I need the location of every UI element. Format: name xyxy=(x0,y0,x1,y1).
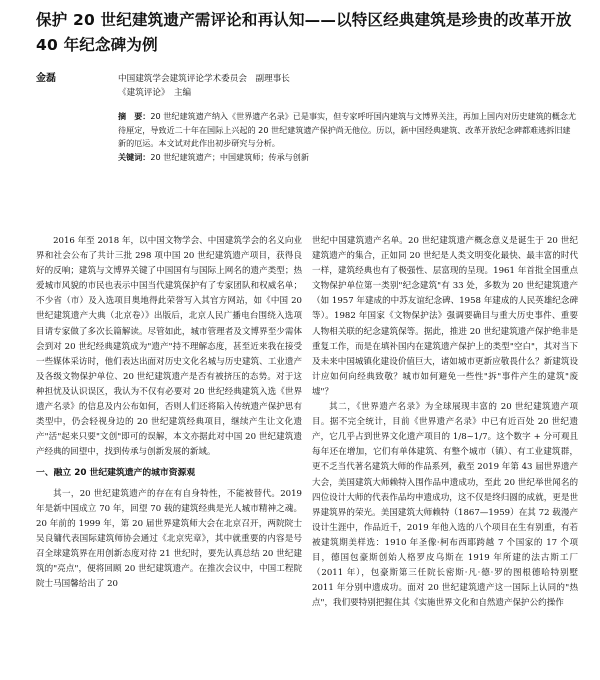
body-paragraph: 其一，20 世纪建筑遗产的存在有自身特性，不能被替代。2019 年是新中国成立 70 年，回望 70 载的建筑经典是光人城市精神之魂。20 年前的 1999 年，第 20 届世界建筑师大会在北京召开，两院院士吴良镛代表国际建筑师协会通过《北京宪章》，其中就重要的内容是号召全球建筑界在用创新态度对待 21 世纪时，要先认真总结 20 世纪建筑的"亮点"，便将回顾 20 世纪建筑遗产。在推次会议中，中国工程院院士马国馨给出了 20 xyxy=(36,488,302,590)
keywords-text: 20 世纪建筑遗产；中国建筑师；传承与创新 xyxy=(150,151,309,162)
abstract-summary xyxy=(118,110,578,151)
affiliation-line-1: 中国建筑学会建筑评论学术委员会 副理事长 xyxy=(118,74,290,84)
abstract-label: 摘 要： xyxy=(118,111,151,121)
body-column-right xyxy=(312,234,578,678)
body-column-left xyxy=(36,234,302,678)
body-paragraph: 2016 年至 2018 年，以中国文物学会、中国建筑学会的名义向业界和社会公布了共计三批 298 项中国 20 世纪建筑遗产项目，获得良好的反响；建筑与文博界关键了中国国有与国际上网名的遗产类型；热爱城市风貌的市民也表示中国当代建筑保护有了专家团队和权威名单；不少省（市）及入选项目奥地得此荣誉写入其官方网站，如《中国 20 世纪建筑遗产大典（北京卷）》出版后，北京人民广播电台围绕入选项目请专家做了多次长篇解读。尽管如此，城市管理者及文博界至少需体会到对 20 世纪经典建筑成为"遗产"持不理解态度，甚至近来我在接受一些媒体采访时，他们表达出面对历史文化名城与历史建筑、工业遗产及各级文物保护单位、20 世纪建筑遗产是否有被挤压的态势。对于这种担忧及认识误区，我认为不仅有必要对 20 世纪经典建筑入选《世界遗产名录》的信息及内公布如何，否则人们还将陷入传统遗产保护思有类型中，仍会轻视身边的 20 世纪建筑经典项目，继续产生让文化遗产"活"起来只要"文创"即可的误解，本文亦据此对中国 20 世纪建筑遗产经典的回望中，找到传承与创新发展的新域。 xyxy=(36,236,302,458)
keywords-label: 关键词： xyxy=(118,151,151,162)
section-heading: 一、融立 20 世纪建筑遗产的城市资源观 xyxy=(36,468,196,479)
abstract-keywords xyxy=(118,151,578,165)
body-paragraph: 其二，《世界遗产名录》为全球展现丰富的 20 世纪建筑遗产项目。据不完全统计，目前《世界遗产名录》中已有近百处 20 世纪遗产，它几乎占到世界文化遗产项目的 1/8~1/7。这个数字 + 分可观且每年还在增加，它们有单体建筑、有整个城市（镇）、有工业建筑群，更不乏当代著名建筑大师的作品系列，截至 2019 年第 43 届世界遗产大会，美国建筑大师赖特入围作品申遗成功，至此 20 世纪举世闻名的四位设计大师的代表作品均申遗成功，这不仅是终归圆的成就，更是世界建筑界的荣光。美国建筑大师赖特（1867—1959）在其 72 载漫产设计生涯中，作品近千，2019 年他入选的八个项目在生有别重，有若被建筑期美样选：1910 年圣像·柯布西耶跨越 7 个国家的 17 个项目，德国包豪斯创始人格罗皮乌斯在 1919 年所建的法古斯工厂（2011 年），包豪斯第三任院长密斯·凡·德·罗的图根德哈特别墅 2011 年分别申遗成功。面对 20 世纪建筑遗产这一国际上认同的"热点"，我们要特别把握住其《实施世界文化和自然遗产保护公约操作 xyxy=(312,402,578,609)
body-paragraph: 世纪中国建筑遗产名单。20 世纪建筑遗产概念意义是诞生于 20 世纪建筑遗产的集合，正如同 20 世纪是人类文明变化最快、最丰富的时代一样，建筑经典也有了极强性、层富现的呈现。1961 年首批全国重点文物保护单位第一类别"纪念建筑"有 33 处，多数为 20 世纪建筑遗产（如 1957 年建成的中苏友谊纪念碑、1958 年建成的人民英雄纪念碑等）。1982 年国家《文物保护法》强调要确目与重大历史事件、重要人物相关联的纪念建筑保等。据此，推进 20 世纪建筑遗产保护绝非是重复工作，而是在填补国内在建筑遗产保护上的类型"空白"，其对当下及未来中国城镇化建设价值巨大，诸如城市更新应敬畏什么？新建筑设计应如何向经典致敬？城市如何避免一些性"拆"事件产生的建筑"废墟"？ xyxy=(312,236,578,397)
abstract-text: 20 世纪建筑遗产纳入《世界遗产名录》已是事实，但专家呼吁国内建筑与文博界关注，再加上国内对历史建筑的概念尤待厘定，导致近二十年在国际上兴起的 20 世纪建筑遗产保护尚无他位。历以，新中国经典建筑、改革开放纪念碑都难逃拆旧建新的厄运。本文试对此作出初步研究与分析。 xyxy=(118,111,577,148)
article-title: 保护 20 世纪建筑遗产需评论和再认知——以特区经典建筑是珍贵的改革开放 40 年纪念碑为例 xyxy=(36,11,572,54)
author-affiliation xyxy=(118,72,558,100)
affiliation-line-2: 《建筑评论》 主编 xyxy=(118,88,192,98)
abstract-block xyxy=(118,110,578,164)
author-name: 金磊 xyxy=(36,73,56,84)
